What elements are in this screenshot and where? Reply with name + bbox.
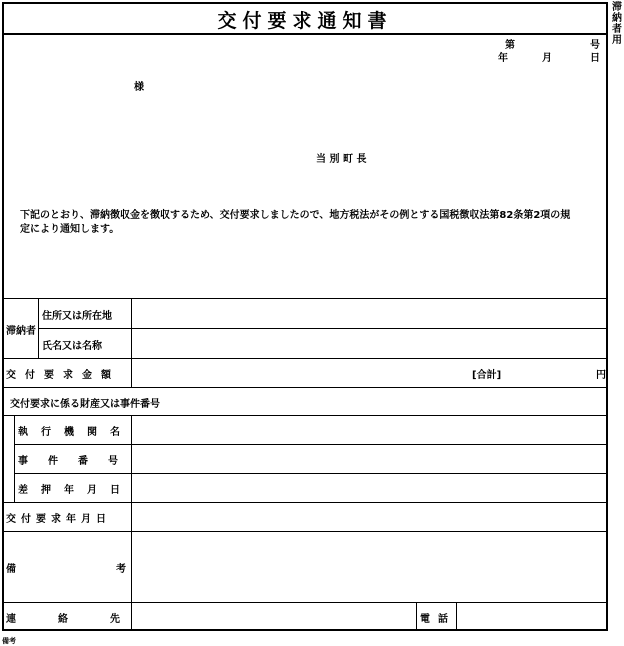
- property-label: 交付要求に係る財産又は事件番号: [10, 399, 160, 410]
- row-line-address: [38, 328, 606, 329]
- col-line-taxpayer: [38, 298, 39, 358]
- date-month: 月: [542, 53, 552, 64]
- contact-label: 連絡先: [6, 614, 162, 625]
- enforcement-org-field[interactable]: [135, 417, 605, 443]
- address-label: 住所又は所在地: [42, 311, 112, 322]
- document-title: 交付要求通知書: [217, 10, 393, 32]
- col-line-phone-right: [456, 602, 457, 631]
- title-divider: [4, 33, 606, 35]
- request-date-label: 交付要求年月日: [6, 514, 111, 525]
- footer-note: 備考: [2, 637, 16, 645]
- enforcement-org-label: 執行機関名: [18, 427, 133, 438]
- row-line-remarks: [4, 602, 606, 603]
- total-label: [合計]: [472, 370, 502, 381]
- row-line-request: [4, 531, 606, 532]
- date-day: 日: [590, 53, 600, 64]
- case-number-field[interactable]: [135, 446, 605, 472]
- yen-unit: 円: [596, 370, 606, 381]
- row-line-amount: [4, 387, 606, 388]
- col-line-labels-bottom: [131, 415, 132, 631]
- side-copy-text: 滞 納 者 用: [612, 2, 622, 46]
- case-number-label: 事件番号: [18, 456, 138, 467]
- col-line-indent: [14, 415, 15, 502]
- seizure-date-field[interactable]: [135, 475, 605, 501]
- amount-label: 交付要求金額: [6, 370, 120, 381]
- number-suffix: 号: [590, 40, 600, 51]
- addressee-suffix: 様: [134, 82, 144, 93]
- row-line-org: [14, 444, 606, 445]
- name-field[interactable]: [135, 330, 605, 357]
- row-line-seizure: [4, 502, 606, 503]
- name-label: 氏名又は名称: [42, 341, 102, 352]
- number-prefix: 第: [505, 40, 515, 51]
- phone-field[interactable]: [460, 604, 605, 630]
- notice-form: [2, 2, 608, 631]
- taxpayer-label: 滞納者: [6, 326, 36, 337]
- issuer-name: 当 別 町 長: [316, 154, 367, 165]
- date-year: 年: [498, 53, 508, 64]
- col-line-labels-top: [131, 298, 132, 387]
- contact-field[interactable]: [135, 604, 415, 630]
- remarks-label: 備考: [6, 564, 226, 575]
- request-date-field[interactable]: [135, 504, 605, 530]
- row-line-property: [4, 415, 606, 416]
- remarks-field[interactable]: [135, 533, 605, 601]
- phone-label: 電話: [420, 614, 456, 625]
- col-line-phone-left: [416, 602, 417, 631]
- row-line-name: [4, 358, 606, 359]
- seizure-date-label: 差押年月日: [18, 485, 133, 496]
- row-line-case: [14, 473, 606, 474]
- notice-body-text: 下記のとおり、滞納徴収金を徴収するため、交付要求しましたので、地方税法がその例とする国税徴収法第82条第2項の規定により通知します。: [20, 210, 571, 235]
- table-top-line: [4, 298, 606, 299]
- address-field[interactable]: [135, 300, 605, 327]
- side-copy-label: [611, 2, 623, 46]
- amount-field[interactable]: [135, 360, 465, 386]
